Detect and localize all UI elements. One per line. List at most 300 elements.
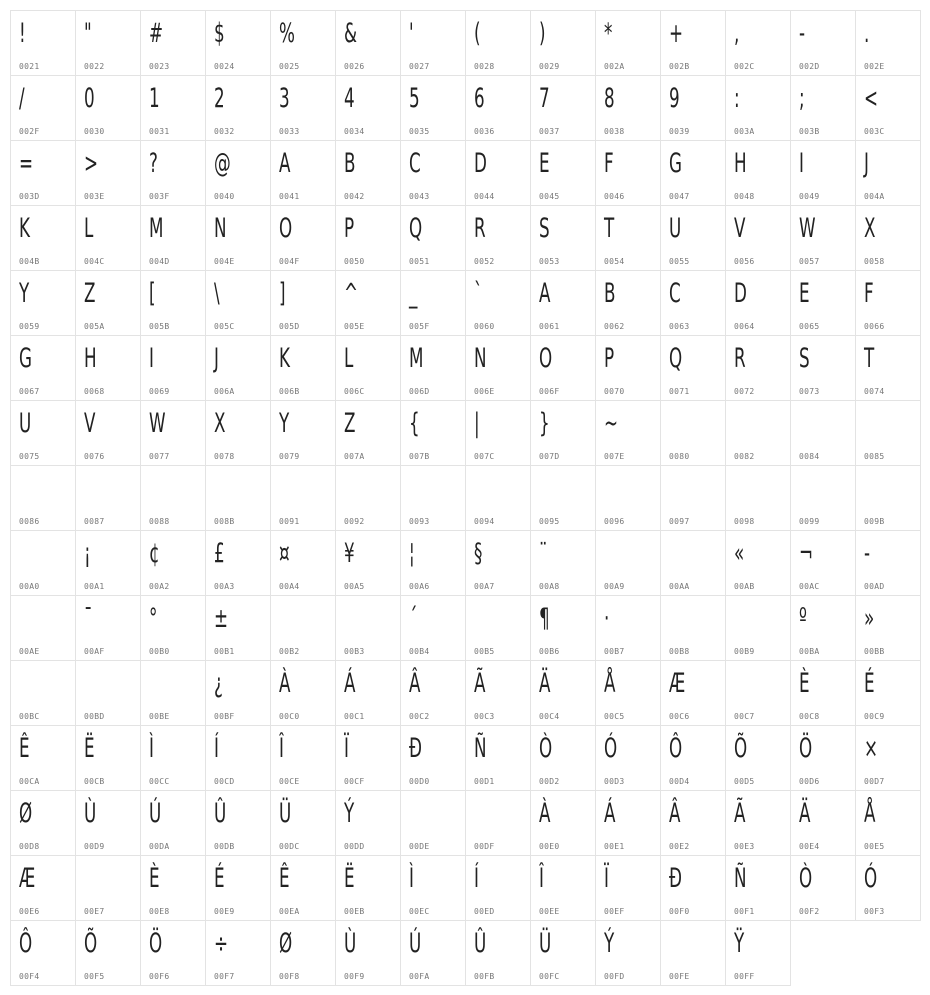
glyph-char: ¢ <box>149 538 160 569</box>
glyph-cell <box>270 725 336 791</box>
glyph-cell <box>725 465 791 531</box>
glyph-cell <box>725 335 791 401</box>
glyph-char: : <box>734 83 740 114</box>
glyph-code: 0080 <box>669 452 690 461</box>
glyph-cell <box>790 205 856 271</box>
glyph-code: 00EB <box>344 907 365 916</box>
glyph-char: ¤ <box>279 538 290 569</box>
glyph-cell <box>335 725 401 791</box>
glyph-cell <box>725 660 791 726</box>
glyph-code: 00CE <box>279 777 300 786</box>
glyph-cell <box>725 205 791 271</box>
glyph-code: 005C <box>214 322 235 331</box>
glyph-code: 00AF <box>84 647 105 656</box>
glyph-code: 007C <box>474 452 495 461</box>
glyph-code: 0099 <box>799 517 820 526</box>
glyph-cell <box>205 855 271 921</box>
glyph-char: V <box>84 408 96 439</box>
glyph-char: F <box>604 148 614 179</box>
glyph-code: 008B <box>214 517 235 526</box>
glyph-cell <box>530 790 596 856</box>
glyph-cell <box>75 75 141 141</box>
glyph-code: 002B <box>669 62 690 71</box>
glyph-char: Ù <box>84 798 97 829</box>
glyph-code: 00D7 <box>864 777 885 786</box>
glyph-cell <box>530 855 596 921</box>
glyph-cell <box>75 920 141 986</box>
glyph-cell <box>790 530 856 596</box>
glyph-cell <box>465 855 531 921</box>
glyph-char: È <box>149 863 160 894</box>
glyph-char: Ë <box>84 733 95 764</box>
glyph-cell <box>335 595 401 661</box>
glyph-code: 004C <box>84 257 105 266</box>
glyph-code: 0070 <box>604 387 625 396</box>
glyph-char: Ü <box>539 928 552 959</box>
glyph-cell <box>140 270 206 336</box>
glyph-code: 0035 <box>409 127 430 136</box>
glyph-char: L <box>84 213 94 244</box>
glyph-cell <box>270 855 336 921</box>
glyph-cell <box>400 10 466 76</box>
glyph-cell <box>10 270 76 336</box>
glyph-char: / <box>19 83 25 114</box>
glyph-char: ¡ <box>84 538 91 569</box>
glyph-code: 0082 <box>734 452 755 461</box>
glyph-cell <box>595 920 661 986</box>
glyph-cell <box>10 920 76 986</box>
glyph-code: 00F5 <box>84 972 105 981</box>
glyph-code: 00B2 <box>279 647 300 656</box>
glyph-char: W <box>149 408 166 439</box>
glyph-code: 00E2 <box>669 842 690 851</box>
glyph-cell <box>400 595 466 661</box>
glyph-cell <box>75 335 141 401</box>
glyph-code: 00B7 <box>604 647 625 656</box>
glyph-cell <box>855 660 921 726</box>
glyph-cell <box>725 725 791 791</box>
glyph-code: 00FA <box>409 972 430 981</box>
glyph-code: 0077 <box>149 452 170 461</box>
glyph-char: ¯ <box>84 603 93 634</box>
glyph-char: Đ <box>669 863 682 894</box>
glyph-cell <box>660 205 726 271</box>
glyph-cell <box>725 10 791 76</box>
glyph-char: J <box>864 148 869 179</box>
glyph-cell <box>205 205 271 271</box>
glyph-code: 0058 <box>864 257 885 266</box>
glyph-code: 006D <box>409 387 430 396</box>
glyph-char: Õ <box>734 733 748 764</box>
glyph-code: 0096 <box>604 517 625 526</box>
glyph-char: P <box>604 343 615 374</box>
glyph-code: 00A8 <box>539 582 560 591</box>
glyph-char: < <box>864 83 879 114</box>
glyph-char: 5 <box>409 83 420 114</box>
glyph-char: Q <box>409 213 423 244</box>
glyph-char: ) <box>539 18 546 49</box>
glyph-cell <box>855 75 921 141</box>
glyph-char: ! <box>19 18 26 49</box>
glyph-cell <box>660 10 726 76</box>
glyph-char: Ì <box>409 863 414 894</box>
glyph-grid <box>10 10 920 985</box>
glyph-code: 005A <box>84 322 105 331</box>
glyph-code: 00DF <box>474 842 495 851</box>
glyph-cell <box>75 790 141 856</box>
glyph-cell <box>400 140 466 206</box>
glyph-cell <box>140 595 206 661</box>
glyph-code: 0033 <box>279 127 300 136</box>
glyph-cell <box>465 660 531 726</box>
glyph-cell <box>270 530 336 596</box>
glyph-char: Â <box>409 668 421 699</box>
glyph-cell <box>725 595 791 661</box>
glyph-cell <box>725 790 791 856</box>
glyph-cell <box>725 270 791 336</box>
glyph-cell <box>270 140 336 206</box>
glyph-char: ° <box>149 603 158 634</box>
glyph-cell <box>465 400 531 466</box>
glyph-cell <box>335 660 401 726</box>
glyph-cell <box>660 855 726 921</box>
glyph-code: 00F0 <box>669 907 690 916</box>
glyph-cell <box>75 400 141 466</box>
glyph-cell <box>140 400 206 466</box>
glyph-code: 006A <box>214 387 235 396</box>
glyph-char: E <box>799 278 810 309</box>
glyph-char: Ø <box>279 928 293 959</box>
glyph-char: Û <box>214 798 227 829</box>
glyph-char: Ô <box>19 928 33 959</box>
glyph-char: Ý <box>344 798 355 829</box>
glyph-char: 9 <box>669 83 680 114</box>
glyph-char: ` <box>474 278 483 309</box>
glyph-char: ¶ <box>539 603 550 634</box>
glyph-cell <box>530 400 596 466</box>
glyph-cell <box>400 335 466 401</box>
glyph-char: Ÿ <box>734 928 745 959</box>
glyph-code: 007D <box>539 452 560 461</box>
glyph-code: 00D4 <box>669 777 690 786</box>
glyph-char: º <box>799 603 807 634</box>
glyph-cell <box>530 205 596 271</box>
glyph-char: K <box>279 343 290 374</box>
glyph-cell <box>465 205 531 271</box>
glyph-char: * <box>604 18 613 49</box>
glyph-cell <box>790 790 856 856</box>
glyph-cell <box>205 10 271 76</box>
glyph-char: E <box>539 148 550 179</box>
glyph-cell <box>595 205 661 271</box>
glyph-cell <box>595 595 661 661</box>
glyph-char: Í <box>474 863 479 894</box>
glyph-char: K <box>19 213 30 244</box>
glyph-code: 00B8 <box>669 647 690 656</box>
glyph-code: 0063 <box>669 322 690 331</box>
glyph-char: Í <box>214 733 219 764</box>
glyph-cell <box>530 660 596 726</box>
glyph-cell <box>725 400 791 466</box>
glyph-code: 0031 <box>149 127 170 136</box>
glyph-char: Ó <box>864 863 878 894</box>
glyph-code: 00EE <box>539 907 560 916</box>
glyph-code: 00E7 <box>84 907 105 916</box>
glyph-cell <box>790 75 856 141</box>
glyph-cell <box>790 335 856 401</box>
glyph-char: Ë <box>344 863 355 894</box>
glyph-cell <box>335 75 401 141</box>
glyph-code: 00CF <box>344 777 365 786</box>
glyph-char: Ã <box>734 798 746 829</box>
glyph-char: Ù <box>344 928 357 959</box>
glyph-cell <box>140 660 206 726</box>
glyph-cell <box>660 465 726 531</box>
glyph-code: 00FE <box>669 972 690 981</box>
glyph-code: 0044 <box>474 192 495 201</box>
glyph-code: 0075 <box>19 452 40 461</box>
glyph-code: 0066 <box>864 322 885 331</box>
glyph-code: 00DB <box>214 842 235 851</box>
glyph-cell <box>10 530 76 596</box>
glyph-char: » <box>864 603 875 634</box>
glyph-code: 00E9 <box>214 907 235 916</box>
glyph-cell <box>790 465 856 531</box>
glyph-code: 0087 <box>84 517 105 526</box>
glyph-code: 00C3 <box>474 712 495 721</box>
glyph-char: ' <box>409 18 414 49</box>
glyph-code: 00E1 <box>604 842 625 851</box>
glyph-char: Á <box>344 668 356 699</box>
glyph-code: 0037 <box>539 127 560 136</box>
glyph-code: 0025 <box>279 62 300 71</box>
glyph-cell <box>400 270 466 336</box>
glyph-cell <box>75 140 141 206</box>
glyph-code: 00DE <box>409 842 430 851</box>
glyph-code: 0061 <box>539 322 560 331</box>
glyph-code: 0078 <box>214 452 235 461</box>
glyph-code: 0040 <box>214 192 235 201</box>
glyph-cell <box>75 725 141 791</box>
glyph-cell <box>465 530 531 596</box>
glyph-cell <box>855 335 921 401</box>
glyph-code: 00F1 <box>734 907 755 916</box>
glyph-char: R <box>734 343 746 374</box>
glyph-code: 0029 <box>539 62 560 71</box>
glyph-char: U <box>19 408 32 439</box>
glyph-cell <box>725 855 791 921</box>
glyph-cell <box>10 790 76 856</box>
glyph-char: Đ <box>409 733 422 764</box>
glyph-char: I <box>799 148 804 179</box>
glyph-code: 003F <box>149 192 170 201</box>
glyph-cell <box>660 140 726 206</box>
glyph-code: 003B <box>799 127 820 136</box>
glyph-char: Ñ <box>474 733 487 764</box>
glyph-cell <box>855 270 921 336</box>
glyph-cell <box>335 530 401 596</box>
glyph-cell <box>75 530 141 596</box>
glyph-char: « <box>734 538 745 569</box>
glyph-char: ~ <box>604 408 619 439</box>
glyph-char: Æ <box>19 863 36 894</box>
glyph-code: 00A9 <box>604 582 625 591</box>
glyph-code: 00C8 <box>799 712 820 721</box>
glyph-cell <box>335 465 401 531</box>
glyph-cell <box>595 335 661 401</box>
glyph-char: Q <box>669 343 683 374</box>
glyph-char: Z <box>84 278 96 309</box>
glyph-code: 00D8 <box>19 842 40 851</box>
glyph-cell <box>595 725 661 791</box>
glyph-code: 004B <box>19 257 40 266</box>
glyph-code: 00B5 <box>474 647 495 656</box>
glyph-cell <box>400 855 466 921</box>
glyph-cell <box>205 270 271 336</box>
glyph-code: 00FB <box>474 972 495 981</box>
glyph-char: Ó <box>604 733 618 764</box>
glyph-code: 00C9 <box>864 712 885 721</box>
glyph-cell <box>660 270 726 336</box>
glyph-code: 0055 <box>669 257 690 266</box>
glyph-char: G <box>669 148 682 179</box>
glyph-code: 00CC <box>149 777 170 786</box>
glyph-char: U <box>669 213 682 244</box>
glyph-cell <box>595 400 661 466</box>
glyph-cell <box>140 205 206 271</box>
glyph-char: . <box>864 18 870 49</box>
glyph-cell <box>790 10 856 76</box>
glyph-char: F <box>864 278 874 309</box>
glyph-char: $ <box>214 18 225 49</box>
glyph-char: M <box>409 343 424 374</box>
glyph-char: ¬ <box>799 538 814 569</box>
glyph-char: À <box>279 668 291 699</box>
glyph-cell <box>335 400 401 466</box>
glyph-code: 00C7 <box>734 712 755 721</box>
glyph-code: 00EC <box>409 907 430 916</box>
glyph-cell <box>530 465 596 531</box>
glyph-code: 0041 <box>279 192 300 201</box>
glyph-cell <box>855 725 921 791</box>
glyph-char: I <box>149 343 154 374</box>
glyph-cell <box>140 530 206 596</box>
glyph-char: Ñ <box>734 863 747 894</box>
glyph-cell <box>595 10 661 76</box>
glyph-char: W <box>799 213 816 244</box>
glyph-code: 0049 <box>799 192 820 201</box>
glyph-cell <box>855 465 921 531</box>
glyph-cell <box>270 335 336 401</box>
glyph-code: 0060 <box>474 322 495 331</box>
glyph-cell <box>140 725 206 791</box>
glyph-char: Ú <box>149 798 162 829</box>
glyph-char: Ò <box>799 863 813 894</box>
glyph-code: 006E <box>474 387 495 396</box>
glyph-char: 0 <box>84 83 95 114</box>
glyph-code: 00F8 <box>279 972 300 981</box>
glyph-char: Ï <box>604 863 609 894</box>
glyph-char: 1 <box>149 83 160 114</box>
glyph-char: D <box>734 278 747 309</box>
glyph-cell <box>855 140 921 206</box>
glyph-code: 00C2 <box>409 712 430 721</box>
glyph-cell <box>465 270 531 336</box>
glyph-code: 00F4 <box>19 972 40 981</box>
glyph-char: Ö <box>149 928 163 959</box>
glyph-code: 0045 <box>539 192 560 201</box>
glyph-code: 00F6 <box>149 972 170 981</box>
glyph-cell <box>400 75 466 141</box>
glyph-cell <box>140 920 206 986</box>
glyph-cell <box>595 75 661 141</box>
glyph-char: \ <box>214 278 220 309</box>
glyph-char: X <box>214 408 226 439</box>
glyph-char: Æ <box>669 668 686 699</box>
glyph-code: 0052 <box>474 257 495 266</box>
glyph-char: ( <box>474 18 481 49</box>
glyph-cell <box>530 920 596 986</box>
glyph-char: } <box>539 408 550 439</box>
glyph-code: 0053 <box>539 257 560 266</box>
glyph-char: A <box>539 278 551 309</box>
glyph-code: 00D0 <box>409 777 430 786</box>
glyph-cell <box>10 855 76 921</box>
glyph-code: 00A7 <box>474 582 495 591</box>
glyph-code: 0065 <box>799 322 820 331</box>
glyph-char: B <box>604 278 616 309</box>
glyph-code: 004F <box>279 257 300 266</box>
glyph-code: 0021 <box>19 62 40 71</box>
glyph-char: Ú <box>409 928 422 959</box>
glyph-cell <box>205 465 271 531</box>
glyph-cell <box>205 595 271 661</box>
glyph-char: C <box>409 148 421 179</box>
glyph-cell <box>335 855 401 921</box>
glyph-char: Á <box>604 798 616 829</box>
glyph-code: 00A5 <box>344 582 365 591</box>
glyph-code: 0095 <box>539 517 560 526</box>
glyph-cell <box>205 335 271 401</box>
glyph-cell <box>790 270 856 336</box>
glyph-char: £ <box>214 538 225 569</box>
glyph-code: 0076 <box>84 452 105 461</box>
glyph-code: 0069 <box>149 387 170 396</box>
glyph-code: 00E5 <box>864 842 885 851</box>
glyph-code: 00FC <box>539 972 560 981</box>
glyph-code: 00C1 <box>344 712 365 721</box>
glyph-char: A <box>279 148 291 179</box>
glyph-code: 005F <box>409 322 430 331</box>
glyph-char: G <box>19 343 32 374</box>
glyph-code: 00C6 <box>669 712 690 721</box>
glyph-char: N <box>474 343 487 374</box>
glyph-code: 0036 <box>474 127 495 136</box>
glyph-code: 00D6 <box>799 777 820 786</box>
glyph-code: 00F9 <box>344 972 365 981</box>
glyph-char: Ò <box>539 733 553 764</box>
glyph-cell <box>205 920 271 986</box>
glyph-char: ´ <box>409 603 418 634</box>
glyph-code: 002F <box>19 127 40 136</box>
glyph-cell <box>660 530 726 596</box>
glyph-cell <box>10 465 76 531</box>
glyph-char: O <box>279 213 293 244</box>
glyph-char: J <box>214 343 219 374</box>
glyph-cell <box>10 335 76 401</box>
glyph-code: 0086 <box>19 517 40 526</box>
glyph-code: 00A3 <box>214 582 235 591</box>
